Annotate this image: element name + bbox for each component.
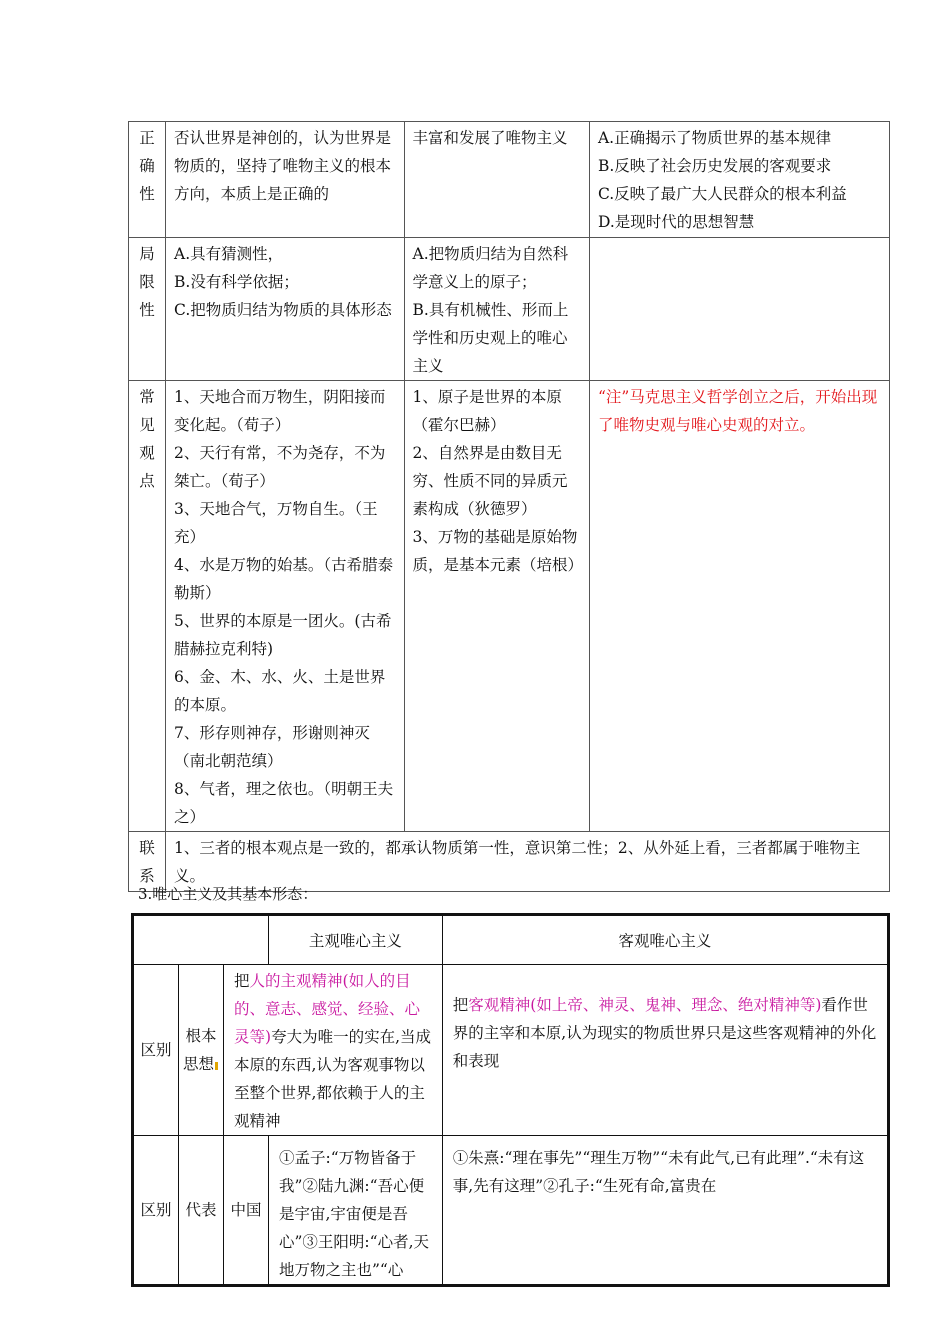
mark-decoration <box>215 1062 218 1070</box>
cell-line: 1、天地合而万物生，阴阳接而变化起。（荀子） <box>174 388 386 434</box>
cell-line: 6、金、木、水、火、土是世界的本原。 <box>174 668 386 714</box>
row-common-views <box>129 381 890 832</box>
objective-highlight: 客观精神(如上帝、神灵、鬼神、理念、绝对精神等) <box>468 996 822 1014</box>
header-objective: 客观唯心主义 <box>442 915 888 965</box>
subjective-highlight: 人的主观精神(如人的目的、意志、感觉、经验、心灵等) <box>234 972 421 1046</box>
cell-ancient-correctness <box>166 122 404 238</box>
row-correctness <box>129 122 890 238</box>
cell-line: 1、原子是世界的本原（霍尔巴赫） <box>412 388 562 434</box>
cell-line: B.具有机械性、形而上学性和历史观上的唯心主义 <box>412 301 569 375</box>
section-caption: 3.唯心主义及其基本形态： <box>138 885 318 903</box>
cell-ancient-limitations <box>166 238 404 381</box>
cell-line: 3、天地合气，万物自生。（王充） <box>174 500 378 546</box>
cell-line: 2、自然界是由数目无穷、性质不同的异质元素构成（狄德罗） <box>412 444 568 518</box>
subjective-post: 夸大为唯一的实在,当成本原的东西,认为客观事物以至整个世界,都依赖于人的主观精神 <box>234 1028 431 1130</box>
cell-line: D.是现时代的思想智慧 <box>597 213 755 231</box>
idealism-table <box>131 913 890 1287</box>
idealism-header-row <box>133 915 889 965</box>
cell-modern-correctness <box>404 122 589 238</box>
idealism-reps-row <box>133 1136 889 1286</box>
row2-region: 中国 <box>224 1136 269 1286</box>
cell-line: A.正确揭示了物质世界的基本规律 <box>597 129 832 147</box>
cell-line: A.把物质归结为自然科学意义上的原子； <box>412 245 569 291</box>
cell-marxist-correctness <box>589 122 889 238</box>
row-header-views: 常见观点 <box>129 381 166 832</box>
cell-line: A.具有猜测性， <box>174 245 284 263</box>
cell-line: 丰富和发展了唯物主义 <box>412 129 568 147</box>
cell-line: 8、气者，理之依也。（明朝王夫之） <box>174 780 394 826</box>
cell-line: C.把物质归结为物质的具体形态 <box>174 301 392 319</box>
cell-line: 5、世界的本原是一团火。(古希腊赫拉克利特) <box>174 612 392 658</box>
header-subjective: 主观唯心主义 <box>269 915 443 965</box>
cell-subjective-reps: ①孟子:“万物皆备于我”②陆九渊:“吾心便是宇宙,宇宙便是吾心”③王阳明:“心者,天地万物之主也”“心 <box>269 1136 443 1286</box>
row-label-difference: 区别 <box>133 965 179 1136</box>
cell-marxist-note: “注”马克思主义哲学创立之后，开始出现了唯物史观与唯心史观的对立。 <box>589 381 889 832</box>
cell-objective-reps: ①朱熹:“理在事先”“理生万物”“未有此气,已有此理”.“未有这事,先有这理”②孔子:“生死有命,富贵在 <box>442 1136 888 1286</box>
row-sub-thought-text: 根本思想 <box>182 1027 217 1073</box>
corner-cell <box>133 915 269 965</box>
cell-modern-views <box>404 381 589 832</box>
row-header-connection: 联系 <box>129 832 166 892</box>
cell-line: 2、天行有常，不为尧存，不为桀亡。（荀子） <box>174 444 386 490</box>
idealism-thought-row <box>133 965 889 1136</box>
cell-line: B.反映了社会历史发展的客观要求 <box>597 157 832 175</box>
cell-subjective-thought <box>224 965 443 1136</box>
cell-line: 3、万物的基础是原始物质，是基本元素（培根） <box>412 528 584 574</box>
cell-marxist-limitations <box>589 238 889 381</box>
cell-ancient-views <box>166 381 404 832</box>
cell-line: B.没有科学依据； <box>174 273 299 291</box>
cell-line: C.反映了最广大人民群众的根本利益 <box>597 185 847 203</box>
cell-modern-limitations <box>404 238 589 381</box>
cell-connection-text: 1、三者的根本观点是一致的，都承认物质第一性，意识第二性；2、从外延上看，三者都属于唯物主义。 <box>166 832 890 892</box>
objective-pre: 把 <box>452 996 469 1014</box>
subjective-pre: 把 <box>234 972 250 990</box>
materialism-table <box>128 121 890 892</box>
row-sub-thought <box>179 965 224 1136</box>
row2-label-difference: 区别 <box>133 1136 179 1286</box>
cell-line: 4、水是万物的始基。（古希腊泰勒斯） <box>174 556 394 602</box>
cell-objective-thought <box>442 965 888 1136</box>
objective-post: 看作世界的主宰和本原,认为现实的物质世界只是这些客观精神的外化和表现 <box>452 996 877 1070</box>
row-header-correctness: 正确性 <box>129 122 166 238</box>
cell-line: 7、形存则神存，形谢则神灭（南北朝范缜） <box>174 724 370 770</box>
row-header-limitations: 局限性 <box>129 238 166 381</box>
row-limitations <box>129 238 890 381</box>
row2-sub-reps: 代表 <box>179 1136 224 1286</box>
cell-line: 否认世界是神创的，认为世界是物质的，坚持了唯物主义的根本方向，本质上是正确的 <box>174 129 392 203</box>
